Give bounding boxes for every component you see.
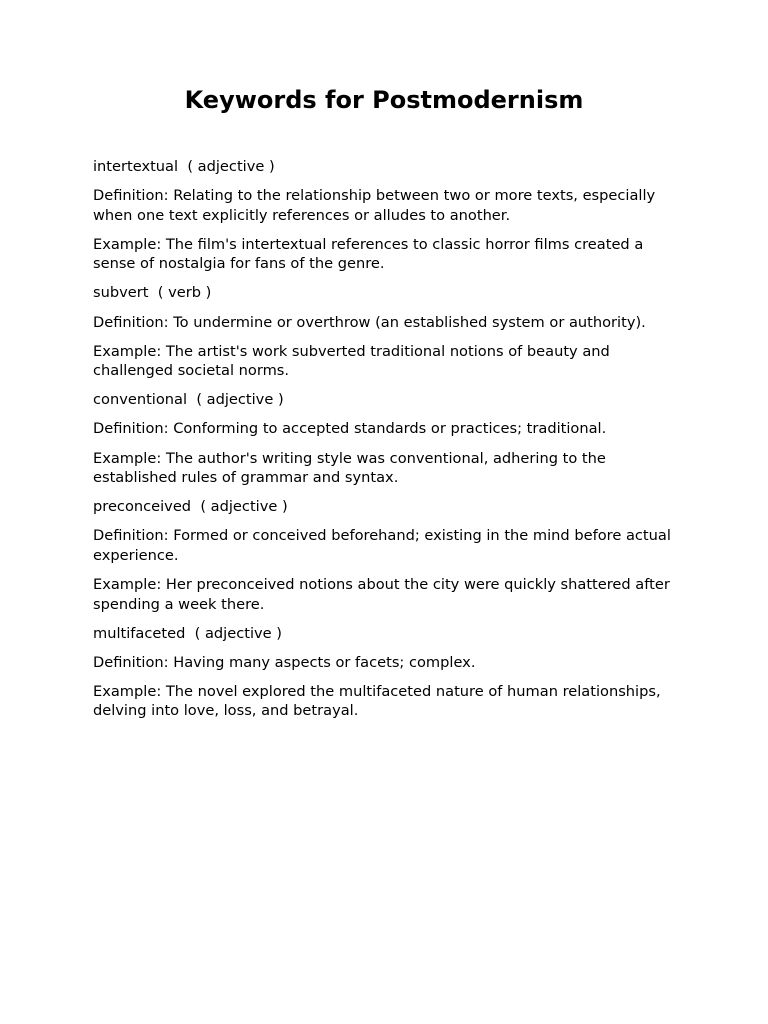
keyword-entry [93, 497, 673, 614]
keyword-example: Example: The novel explored the multifaceted nature of human relationships, delving into love, loss, and betrayal. [93, 682, 661, 720]
keyword-definition: Definition: Relating to the relationship between two or more texts, especially when one text explicitly references or alludes to another. [93, 187, 656, 224]
keyword-definition: Definition: Formed or conceived beforehand; existing in the mind before actual experience. [93, 527, 671, 564]
keyword-entry [93, 283, 673, 380]
keyword-term [93, 283, 673, 303]
part-of-speech: ( adjective ) [196, 391, 284, 409]
keyword-entry [93, 157, 673, 274]
keyword-term [93, 390, 673, 410]
keyword-definition: Definition: Conforming to accepted standards or practices; traditional. [93, 420, 607, 438]
keyword-word: intertextual [93, 158, 179, 175]
page-title: Keywords for Postmodernism [184, 86, 584, 114]
keyword-term [93, 497, 673, 517]
part-of-speech: ( adjective ) [200, 498, 288, 516]
part-of-speech: ( adjective ) [194, 624, 282, 642]
keyword-example: Example: The author's writing style was conventional, adhering to the established rules of grammar and syntax. [93, 449, 606, 487]
keyword-word: subvert [93, 284, 149, 302]
keyword-definition: Definition: To undermine or overthrow (an established system or authority). [93, 313, 646, 331]
keyword-entry [93, 624, 673, 721]
keyword-term [93, 157, 673, 177]
keyword-term [93, 624, 673, 644]
keyword-list [93, 157, 673, 731]
part-of-speech: ( adjective ) [187, 158, 275, 175]
keyword-example: Example: The artist's work subverted traditional notions of beauty and challenged societal norms. [93, 342, 610, 380]
keyword-entry [93, 390, 673, 487]
keyword-definition: Definition: Having many aspects or facets; complex. [93, 653, 476, 671]
keyword-word: conventional [93, 391, 188, 409]
part-of-speech: ( verb ) [157, 284, 212, 302]
keyword-word: preconceived [93, 498, 192, 516]
keyword-example: Example: Her preconceived notions about the city were quickly shattered after spending a week there. [93, 576, 670, 613]
keyword-example: Example: The film's intertextual references to classic horror films created a sense of nostalgia for fans of the genre. [93, 235, 644, 273]
keyword-word: multifaceted [93, 624, 186, 642]
